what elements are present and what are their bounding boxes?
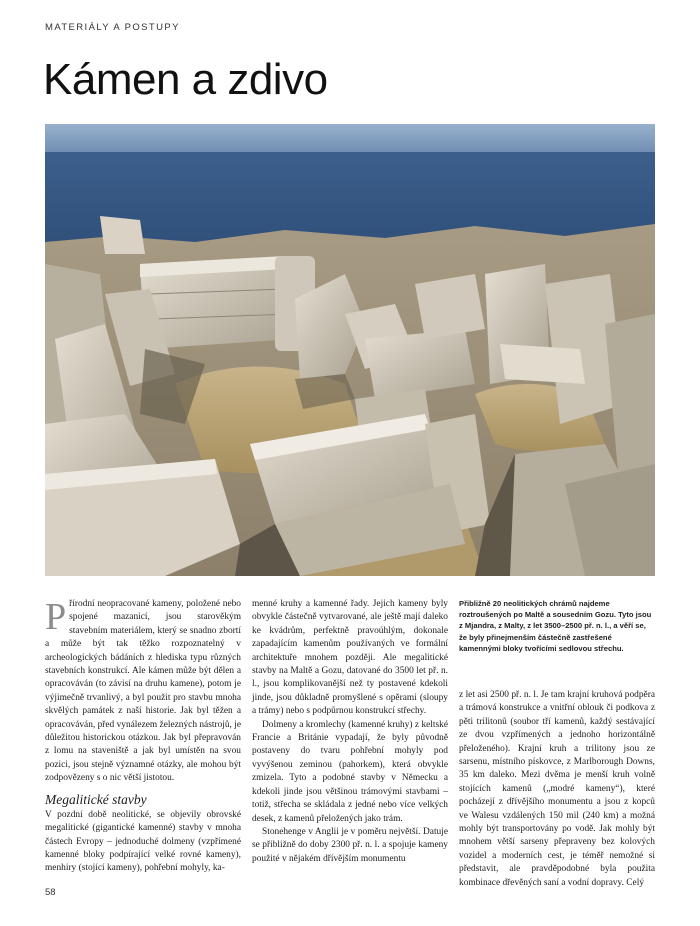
text-column-3 bbox=[459, 598, 655, 890]
page-number: 58 bbox=[45, 887, 56, 898]
temple-photo-illustration bbox=[45, 124, 655, 576]
text-column-2 bbox=[252, 598, 448, 866]
paragraph: Stonehenge v Anglii je v poměru největší. Datuje se přibližně do doby 2300 př. n. l. a spojuje kameny použité v nějakém dřívějším monumentu bbox=[252, 826, 448, 864]
paragraph: Dolmeny a kromlechy (kamenné kruhy) z keltské Francie a Británie vypadají, že byly původně postaveny do tvaru pohřební mohyly pod vyvýšenou zeminou (pahorkem), která obvykle zmizela. Tyto a podobné stavby v Německu a kdekoli jinde jsou většinou trámovými stavbami – totiž, střecha se skládala z jedné nebo více velkých desek, z kamenů přeložených jako trám. bbox=[252, 719, 448, 824]
page-title: Kámen a zdivo bbox=[43, 55, 328, 104]
paragraph: menné kruhy a kamenné řady. Jejich kameny byly obvykle částečně vytvarované, ale ještě mají daleko ke kvádrům, perfektně pravoúhlým, dokonale zapadajícím kamenům používaných ve formální architektuře mnohem později. Ale megalitické stavby na Maltě a Gozu, datované do 3500 let př. n. l., jsou komplikovanější než ty postavené kdekoli jinde, jsou důkladně promyšlené s opěrami (sloupy a trámy) nebo s podpůrnou konstrukcí střechy. bbox=[252, 599, 448, 717]
paragraph: V pozdní době neolitické, se objevily obrovské megalitické (gigantické kamenné) stavby v mnoha částech Evropy – jednoduché dolmeny (vzpřímené kamenné bloky podpírající velké rovné kameny), menhiry (stojící kameny), pohřební mohyly, ka- bbox=[45, 809, 241, 874]
drop-cap: P bbox=[45, 596, 67, 638]
paragraph-text: řírodní neopracované kameny, položené nebo spojené mazanicí, jsou starověkým stavebním materiálem, který se snadno zbortí a může být tak těžko rozpoznatelný v archeologických bádáních z hlediska typu různých stavebních konstrukcí. Ale kámen může být dělen a opracováván (to závisí na druhu kamene), potom je výjimečně trvanlivý, a byl použit pro stavbu mnoha skvělých památek z naší historie. Jak byl těžen a opracováván, před vynálezem železných nástrojů, je důležitou historickou otázkou. Jak byl přepravován z lomu na staveniště a jak byl umístěn na svou pozici, jsou stejně významné otázky, ale mohou být zodpovězeny s o nic větší jistotou. bbox=[45, 599, 242, 784]
temple-photo bbox=[45, 124, 655, 576]
paragraph bbox=[45, 598, 241, 786]
section-label: MATERIÁLY A POSTUPY bbox=[45, 22, 180, 33]
subheading-megaliticke-stavby: Megalitické stavby bbox=[45, 791, 147, 807]
paragraph: z let asi 2500 př. n. l. Je tam krajní kruhová podpěra a trámová konstrukce a vnitřní oblouk či podkova z pěti trilitonů (soubor tří kamenů, každý sestávající ze dvou vzpřímených a jednoho horizontálně přeloženého). Krajní kruh a trilitony jsou ze sarsenu, místního pískovce, z Marlborough Downs, 35 km daleko. Mezi dvěma je menší kruh volně stojících kamenů („modré kameny“), které pocházejí z dřívějšího monumentu a jsou z kopců ve Walesu vzdálených 150 mil (240 km) a možná mohly být transportovány po vodě. Jak mohly být mnohem větší sarseny přepraveny bez kolových vozidel a moderních cest, je téměř nemožné si představit, ale pravděpodobné byla použita kombinace dřevěných saní a vodní dopravy. Celý bbox=[459, 690, 655, 888]
text-column-1 bbox=[45, 598, 241, 876]
photo-caption: Přibližně 20 neolitických chrámů najdeme roztroušených po Maltě a sousedním Gozu. Tyto jsou z Mjandra, z Malty, z let 3500–2500 př. n. l., a věří se, že byly přinejmenším částečně zastřešené kamennými bloky tvořícími sedlovou střechu. bbox=[459, 599, 652, 653]
